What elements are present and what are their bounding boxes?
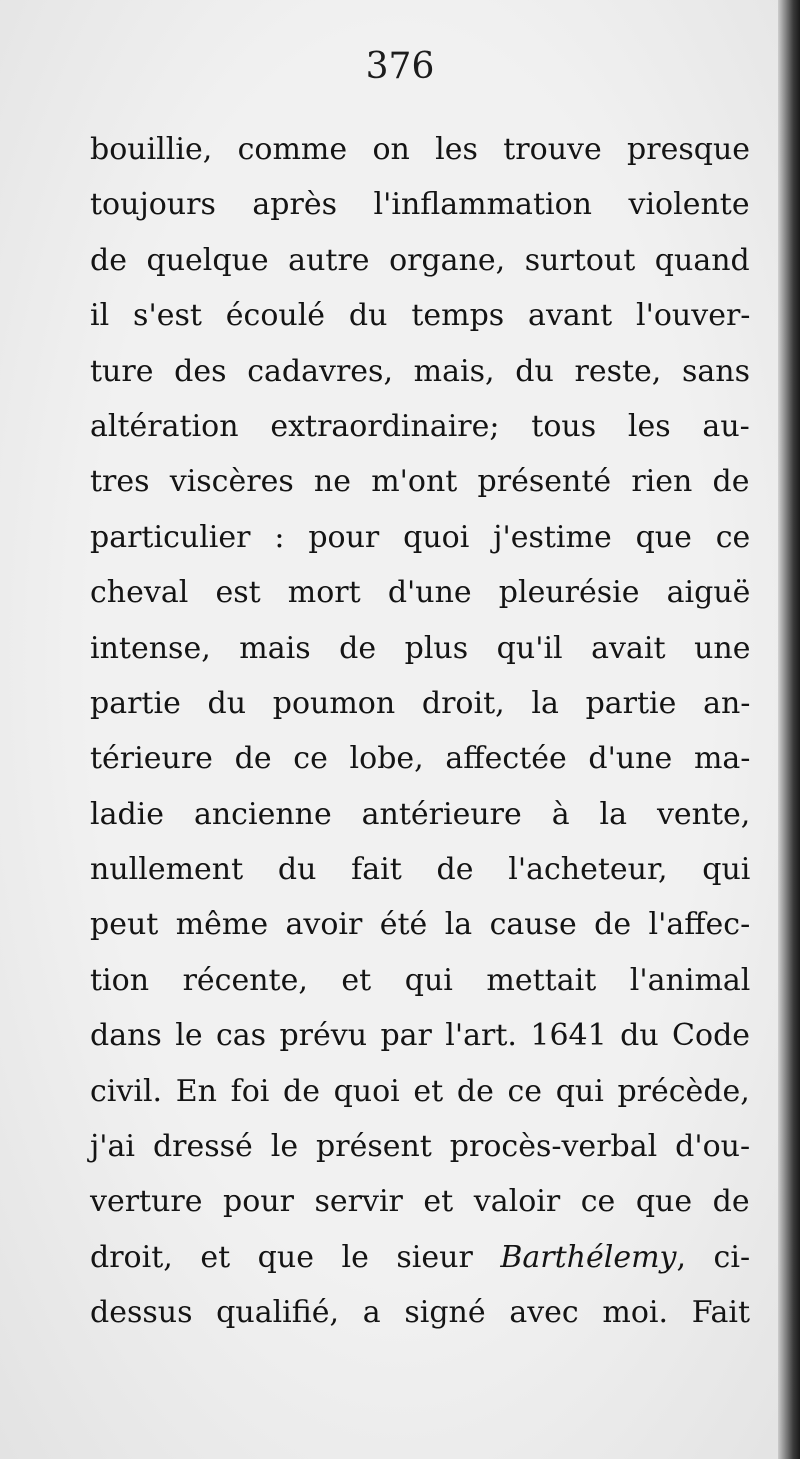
text-line: intense, mais de plus qu'il avait une: [90, 630, 751, 666]
text-line: partie du poumon droit, la partie an-: [90, 685, 751, 721]
text-line: nullement du fait de l'acheteur, qui: [90, 852, 751, 888]
text-line: ture des cadavres, mais, du reste, sans: [90, 353, 751, 389]
text-line: civil. En foi de quoi et de ce qui précède,: [90, 1073, 750, 1109]
text-line: toujours après l'inflammation violente: [90, 187, 750, 223]
page-number: 376: [365, 46, 435, 87]
text-line: j'ai dressé le présent procès-verbal d'ou-: [90, 1129, 751, 1165]
text-line: particulier : pour quoi j'estime que ce: [90, 519, 751, 555]
text-line: cheval est mort d'une pleurésie aiguë: [90, 575, 751, 611]
page-edge-shadow: [778, 0, 800, 1459]
body-text: [90, 122, 750, 1341]
text-line: tres viscères ne m'ont présenté rien de: [90, 464, 750, 500]
person-name-italic: Barthélemy: [500, 1239, 677, 1275]
text-line: ladie ancienne antérieure à la vente,: [90, 796, 751, 832]
text-line: il s'est écoulé du temps avant l'ouver-: [90, 298, 751, 334]
text-line: bouillie, comme on les trouve presque: [90, 132, 751, 167]
text-line: peut même avoir été la cause de l'affec-: [90, 907, 751, 943]
text-line: tion récente, et qui mettait l'animal: [90, 962, 751, 998]
text-line: de quelque autre organe, surtout quand: [90, 242, 750, 278]
text-line: dans le cas prévu par l'art. 1641 du Code: [90, 1018, 751, 1054]
text-line-with-name: [90, 1230, 750, 1285]
text-fragment: droit, et que le sieur: [90, 1239, 501, 1275]
text-line: verture pour servir et valoir ce que de: [90, 1184, 750, 1220]
text-line: térieure de ce lobe, affectée d'une ma-: [90, 741, 751, 777]
text-line: dessus qualifié, a signé avec moi. Fait: [90, 1295, 751, 1331]
text-line: altération extraordinaire; tous les au-: [90, 408, 750, 444]
text-fragment: , ci-: [676, 1239, 751, 1275]
